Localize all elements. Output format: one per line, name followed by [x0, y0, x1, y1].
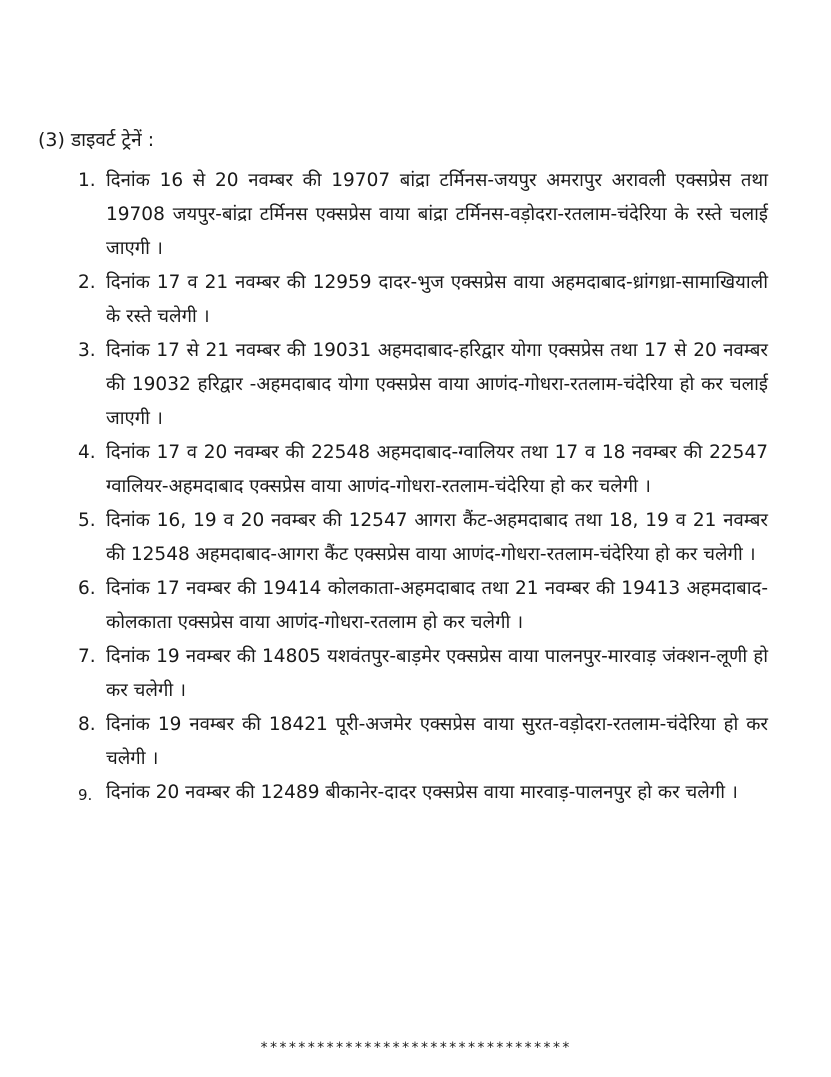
list-item — [78, 640, 768, 708]
item-number: 3. — [78, 340, 96, 361]
item-number: 7. — [78, 646, 96, 667]
item-number: 2. — [78, 272, 96, 293]
list-item — [78, 572, 768, 640]
list-item — [78, 708, 768, 776]
end-separator: ********************************* — [259, 1040, 572, 1056]
list-item — [78, 504, 768, 572]
item-number: 9. — [78, 786, 93, 804]
list-item — [78, 266, 768, 334]
diverted-trains-list — [78, 164, 768, 810]
item-text: दिनांक 17 व 20 नवम्बर की 22548 अहमदाबाद-ग्वालियर तथा 17 व 18 नवम्बर की 22547 ग्वालियर-अहमदाबाद एक्सप्रेस वाया आणंद-गोधरा-रतलाम-चंदेरिया हो कर चलेगी । — [106, 442, 768, 497]
item-number: 1. — [78, 170, 96, 191]
item-text: दिनांक 20 नवम्बर की 12489 बीकानेर-दादर एक्सप्रेस वाया मारवाड़-पालनपुर हो कर चलेगी । — [106, 782, 738, 803]
list-item — [78, 776, 768, 810]
item-number: 6. — [78, 578, 96, 599]
item-number: 4. — [78, 442, 96, 463]
section-heading-diverted-trains: (3) डाइवर्ट ट्रेनें : — [38, 129, 155, 151]
item-text: दिनांक 16 से 20 नवम्बर की 19707 बांद्रा टर्मिनस-जयपुर अमरापुर अरावली एक्सप्रेस तथा 19708 जयपुर-बांद्रा टर्मिनस एक्सप्रेस वाया बांद्रा टर्मिनस-वड़ोदरा-रतलाम-चंदेरिया के रस्ते चलाई जाएगी । — [106, 170, 768, 259]
list-item — [78, 334, 768, 436]
item-text: दिनांक 17 नवम्बर की 19414 कोलकाता-अहमदाबाद तथा 21 नवम्बर की 19413 अहमदाबाद-कोलकाता एक्सप्रेस वाया आणंद-गोधरा-रतलाम हो कर चलेगी । — [106, 578, 768, 633]
item-text: दिनांक 19 नवम्बर की 14805 यशवंतपुर-बाड़मेर एक्सप्रेस वाया पालनपुर-मारवाड़ जंक्शन-लूणी हो कर चलेगी । — [106, 646, 768, 701]
list-item — [78, 436, 768, 504]
item-text: दिनांक 17 व 21 नवम्बर की 12959 दादर-भुज एक्सप्रेस वाया अहमदाबाद-ध्रांगध्रा-सामाखियाली के रस्ते चलेगी । — [106, 272, 768, 327]
list-item — [78, 164, 768, 266]
item-text: दिनांक 16, 19 व 20 नवम्बर की 12547 आगरा कैंट-अहमदाबाद तथा 18, 19 व 21 नवम्बर की 12548 अहमदाबाद-आगरा कैंट एक्सप्रेस वाया आणंद-गोधरा-रतलाम-चंदेरिया हो कर चलेगी । — [106, 510, 768, 565]
item-text: दिनांक 17 से 21 नवम्बर की 19031 अहमदाबाद-हरिद्वार योगा एक्सप्रेस तथा 17 से 20 नवम्बर की 19032 हरिद्वार -अहमदाबाद योगा एक्सप्रेस वाया आणंद-गोधरा-रतलाम-चंदेरिया हो कर चलाई जाएगी । — [106, 340, 768, 429]
item-number: 8. — [78, 714, 96, 735]
item-number: 5. — [78, 510, 96, 531]
item-text: दिनांक 19 नवम्बर की 18421 पूरी-अजमेर एक्सप्रेस वाया सुरत-वड़ोदरा-रतलाम-चंदेरिया हो कर चलेगी । — [106, 714, 768, 769]
